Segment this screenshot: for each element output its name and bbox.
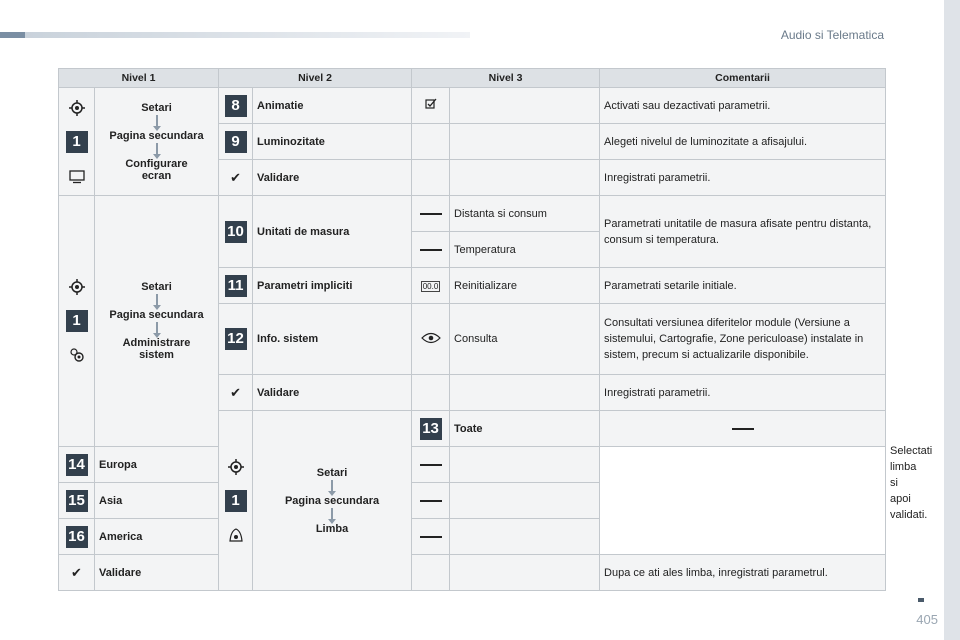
level2-label: Info. sistem	[253, 304, 412, 375]
level3-option: Reinitializare	[450, 268, 600, 304]
checkmark-icon: ✔	[71, 564, 82, 580]
menu-path-item: Administrare sistem	[122, 337, 191, 361]
step-badge: 14	[66, 454, 88, 476]
step-badge: 11	[225, 275, 247, 297]
level2-label: Parametri impliciti	[253, 268, 412, 304]
eye-icon	[421, 332, 441, 344]
level3-option: Distanta si consum	[450, 196, 600, 232]
step-badge: 8	[225, 95, 247, 117]
menu-path-item: Limba	[315, 522, 349, 535]
level2-label: Animatie	[253, 88, 412, 124]
step-badge: 1	[225, 490, 247, 512]
toggle-bar-icon	[420, 249, 442, 251]
comment: Inregistrati parametrii.	[600, 375, 886, 411]
step-badge: 10	[225, 221, 247, 243]
comment: Inregistrati parametrii.	[600, 160, 886, 196]
gear-icon	[68, 99, 86, 117]
level2-label: Validare	[95, 555, 219, 591]
level3-option: Temperatura	[450, 232, 600, 268]
level3-option: Consulta	[450, 304, 600, 375]
level2-label: Asia	[95, 483, 219, 519]
gear-icon	[227, 458, 245, 476]
menu-path-item: Setari	[141, 281, 172, 293]
table-row: 1 Setari Pagina secundara Limba 13 Toate Selectati limba si apoi validati.	[59, 411, 886, 447]
table-row	[59, 88, 886, 124]
level2-label: Europa	[95, 447, 219, 483]
level2-label: Validare	[253, 160, 412, 196]
toggle-bar-icon	[420, 500, 442, 502]
arrow-down-icon	[331, 508, 333, 520]
step-badge: 13	[420, 418, 442, 440]
toggle-bar-icon	[420, 213, 442, 215]
arrow-down-icon	[156, 322, 158, 334]
page-edge-strip	[944, 0, 960, 640]
comment: Parametrati setarile initiale.	[600, 268, 886, 304]
table-row	[59, 555, 886, 591]
gear-icon	[68, 278, 86, 296]
arrow-down-icon	[156, 143, 158, 155]
step-badge: 15	[66, 490, 88, 512]
section-title: Audio si Telematica	[780, 28, 884, 42]
col-header-comments: Comentarii	[600, 69, 886, 88]
header-bar	[0, 32, 470, 38]
language-icon	[227, 526, 245, 544]
menu-path-item: Configurare ecran	[125, 157, 188, 182]
menu-path-item: Setari	[141, 101, 172, 114]
step-badge: 16	[66, 526, 88, 548]
comment: Consultati versiunea diferitelor module (Versiune a sistemului, Cartografie, Zone periculoase) instalate in sistem, precum si actualizarile disponibile.	[600, 304, 886, 375]
level2-label: Unitati de masura	[253, 196, 412, 268]
menu-path-item: Pagina secundara	[284, 494, 380, 507]
step-badge: 9	[225, 131, 247, 153]
toggle-bar-icon	[732, 428, 754, 430]
table-row	[59, 447, 886, 483]
step-badge: 1	[66, 310, 88, 332]
checkmark-icon: ✔	[230, 384, 241, 400]
checkmark-icon: ✔	[230, 169, 241, 185]
comment: Parametrati unitatile de masura afisate pentru distanta, consum si temperatura.	[600, 196, 886, 268]
level2-label: Validare	[253, 375, 412, 411]
page-marker	[918, 598, 924, 602]
col-header-level3: Nivel 3	[412, 69, 600, 88]
arrow-down-icon	[156, 294, 158, 306]
step-badge: 12	[225, 328, 247, 350]
checkbox-icon	[424, 97, 438, 111]
col-header-level1: Nivel 1	[59, 69, 219, 88]
page-number: 405	[916, 612, 938, 627]
screen-icon	[68, 167, 86, 185]
arrow-down-icon	[331, 480, 333, 492]
step-badge: 1	[66, 131, 88, 153]
toggle-bar-icon	[420, 464, 442, 466]
reset-value-icon: 00.0	[422, 281, 439, 291]
level2-label: Toate	[450, 411, 600, 447]
menu-path-item: Setari	[316, 466, 348, 479]
comment: Alegeti nivelul de luminozitate a afisajului.	[600, 124, 886, 160]
table-row	[59, 483, 886, 519]
col-header-level2: Nivel 2	[219, 69, 412, 88]
comment: Activati sau dezactivati parametrii.	[600, 88, 886, 124]
level2-label: America	[95, 519, 219, 555]
settings-table	[58, 68, 933, 591]
table-row	[59, 519, 886, 555]
comment: Dupa ce ati ales limba, inregistrati parametrul.	[600, 555, 886, 591]
gears-icon	[68, 346, 86, 364]
toggle-bar-icon	[420, 536, 442, 538]
arrow-down-icon	[156, 115, 158, 127]
menu-path-item: Pagina secundara	[109, 309, 204, 321]
menu-path-item: Pagina secundara	[109, 129, 204, 142]
level2-label: Luminozitate	[253, 124, 412, 160]
table-row	[59, 196, 886, 232]
